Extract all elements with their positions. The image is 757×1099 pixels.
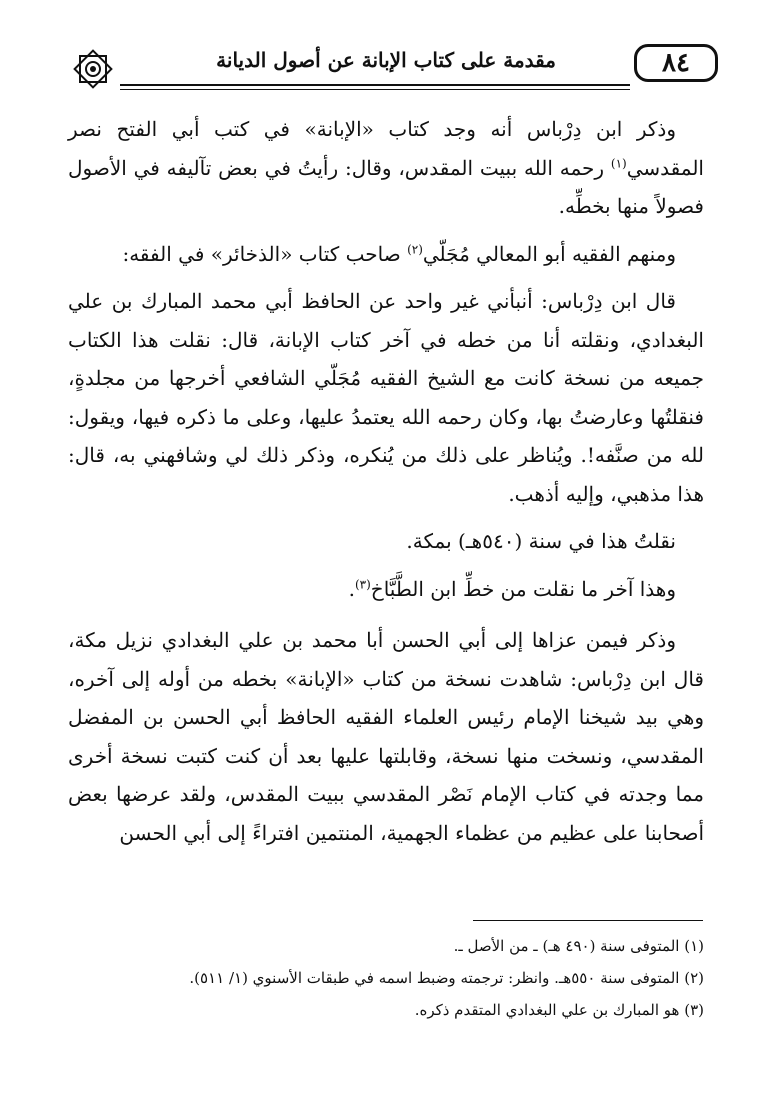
- paragraph: ومنهم الفقيه أبو المعالي مُجَلّي$^{(٢)}$ صاحب كتاب «الذخائر» في الفقه:: [122, 241, 676, 266]
- footnote: (١) المتوفى سنة (٤٩٠ هـ) ـ من الأصل ـ.: [453, 937, 704, 955]
- footnotes: [68, 930, 704, 1026]
- footnote: (٣) هو المبارك بن علي البغدادي المتقدم ذكره.: [414, 1001, 704, 1019]
- paragraph: وذكر ابن دِرْباس أنه وجد كتاب «الإبانة» في كتب أبي الفتح نصر المقدسي$^{(١)}$ رحمه الله ببيت المقدس، وقال: رأيتُ في بعض تآليفه في الأصول فصولاً منها بخطِّه.: [68, 117, 704, 218]
- paragraph: وذكر فيمن عزاها إلى أبي الحسن أبا محمد بن علي البغدادي نزيل مكة، قال ابن دِرْباس: شاهدت نسخة من كتاب «الإبانة» بخطه من أوله إلى آخره، وهي بيد شيخنا الإمام رئيس العلماء الفقيه الحافظ أبي الحسن بن المفضل المقدسي، ونسخت منها نسخة، وقابلتها عليها بعد أن كنت كتبت نسخة أخرى مما وجدته في كتاب الإمام نَصْر المقدسي ببيت المقدس، ولقد عرضها بعض أصحابنا على عظيم من عظماء الجهمية، المنتمين افتراءً إلى أبي الحسن: [68, 628, 704, 845]
- paragraph: نقلتُ هذا في سنة (٥٤٠هـ) بمكة.: [406, 529, 676, 553]
- main-text: [68, 110, 704, 852]
- page-number: ٨٤: [634, 44, 718, 82]
- paragraph: قال ابن دِرْباس: أنبأني غير واحد عن الحافظ أبي محمد المبارك بن علي البغدادي، ونقلته أنا من خطه في آخر كتاب الإبانة، قال: نقلت هذا الكتاب جميعه من نسخة كانت مع الشيخ الفقيه مُجَلّي الشافعي أخرجها من مجلدةٍ، فنقلتُها وعارضتُ بها، وكان رحمه الله يعتمدُ عليها، وعلى ما ذكره فيها، ويقول: لله من صنَّفه!. ويُناظر على ذلك من يُنكره، وذكر ذلك لي وشافهني به، قال: هذا مذهبي، وإليه أذهب.: [68, 289, 704, 506]
- header-rule: [120, 84, 630, 86]
- paragraph: وهذا آخر ما نقلت من خطِّ ابن الطَّبَّاخ$^{(٣)}$.: [348, 576, 676, 601]
- star-ornament-icon: [68, 44, 118, 94]
- footnote-ref: (١): [610, 155, 627, 170]
- footnote-ref: (٣): [354, 576, 371, 591]
- footnote: (٢) المتوفى سنة ٥٥٠هـ. وانظر: ترجمته وضبط اسمه في طبقات الأسنوي (١/ ٥١١).: [189, 969, 704, 987]
- footnote-ref: (٢): [407, 241, 423, 256]
- page-header: [68, 38, 718, 100]
- footnote-separator: [473, 920, 703, 921]
- header-rule-thin: [120, 89, 630, 90]
- running-title: مقدمة على كتاب الإبانة عن أصول الديانة: [216, 48, 556, 72]
